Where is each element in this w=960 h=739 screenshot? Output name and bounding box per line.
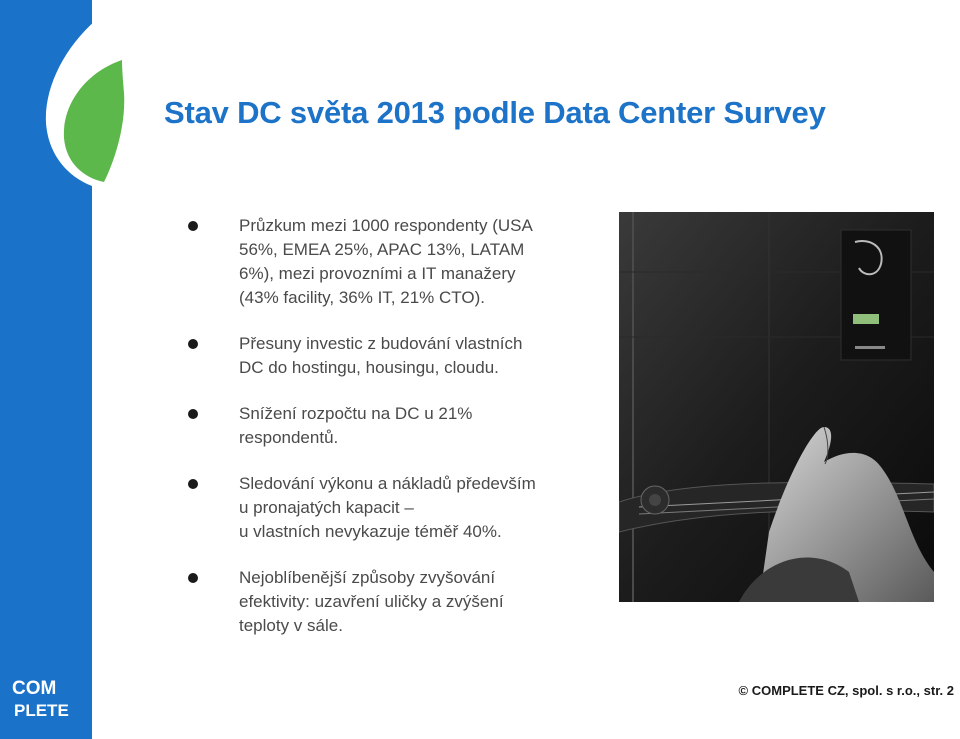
bullet-text: Nejoblíbenější způsoby zvyšování efektivity: uzavření uličky a zvýšení teploty v sále. bbox=[239, 568, 504, 635]
bullet-text: Přesuny investic z budování vlastních DC do hostingu, housingu, cloudu. bbox=[239, 334, 523, 377]
slide-title: Stav DC světa 2013 podle Data Center Survey bbox=[164, 95, 826, 130]
bullet-text: Průzkum mezi 1000 respondenty (USA 56%, EMEA 25%, APAC 13%, LATAM 6%), mezi provozními a IT manažery (43% facility, 36% IT, 21% CTO). bbox=[239, 216, 533, 307]
bullet-text: Sledování výkonu a nákladů především u pronajatých kapacit – u vlastních nevykazuje téměř 40%. bbox=[239, 474, 536, 541]
complete-brand-logo bbox=[12, 674, 82, 722]
bullet-list bbox=[186, 214, 606, 660]
bullet-item bbox=[186, 402, 606, 450]
bullet-dot-icon bbox=[188, 409, 198, 419]
bullet-dot-icon bbox=[188, 573, 198, 583]
bullet-dot-icon bbox=[188, 221, 198, 231]
bullet-dot-icon bbox=[188, 339, 198, 349]
bullet-item bbox=[186, 472, 606, 544]
brand-text-bottom: PLETE bbox=[14, 701, 69, 720]
bullet-item bbox=[186, 566, 606, 638]
brand-text-top: COM bbox=[12, 678, 57, 699]
bullet-item bbox=[186, 214, 606, 310]
bullet-text: Snížení rozpočtu na DC u 21% respondentů. bbox=[239, 404, 473, 447]
server-violin-photo bbox=[619, 212, 934, 602]
footer-copyright: © COMPLETE CZ, spol. s r.o., str. 2 bbox=[738, 683, 954, 698]
bullet-dot-icon bbox=[188, 479, 198, 489]
bullet-item bbox=[186, 332, 606, 380]
leaf-logo-icon bbox=[4, 18, 154, 188]
